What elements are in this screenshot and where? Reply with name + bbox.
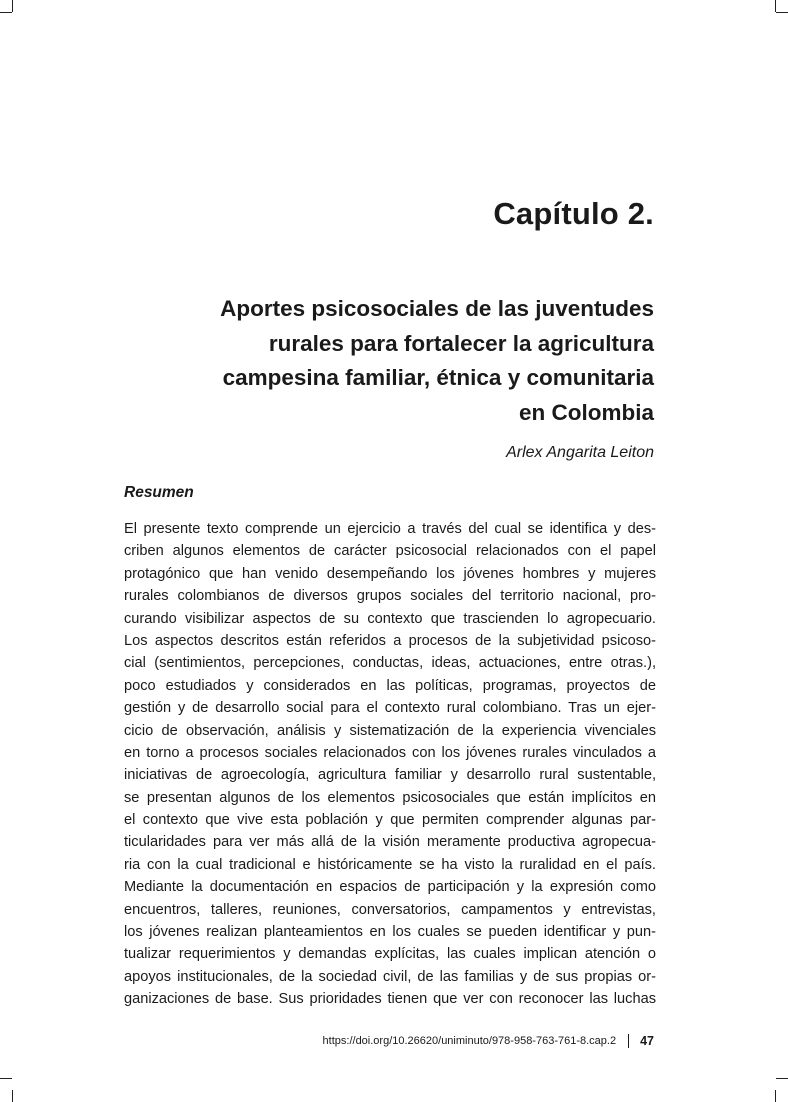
crop-mark-top-right <box>775 0 776 12</box>
footer-divider <box>628 1034 629 1048</box>
crop-mark-bottom-left <box>12 1090 13 1102</box>
chapter-title-line: en Colombia <box>518 399 654 425</box>
author-name: Arlex Angarita Leiton <box>506 444 654 461</box>
doi-link[interactable]: https://doi.org/10.26620/uniminuto/978-958-763-761-8.cap.2 <box>322 1035 617 1047</box>
abstract-line: poco estudiados y considerados en las políticas, programas, proyectos de <box>124 677 656 694</box>
abstract-line: en torno a procesos sociales relacionados con los jóvenes rurales vinculados a <box>124 744 656 761</box>
abstract-line: Mediante la documentación en espacios de participación y la expresión como <box>124 879 656 896</box>
abstract-line: El presente texto comprende un ejercicio a través del cual se identifica y des- <box>124 521 656 537</box>
abstract-line: se presentan algunos de los elementos psicosociales que están implícitos en <box>124 789 656 806</box>
abstract-line: gestión y de desarrollo social para el contexto rural colombiano. Tras un ejer- <box>124 700 656 717</box>
chapter-title-line: campesina familiar, étnica y comunitaria <box>222 365 654 390</box>
page-footer <box>323 1034 654 1048</box>
abstract-line: rurales colombianos de diversos grupos sociales del territorio nacional, pro- <box>124 588 656 605</box>
crop-mark-top-right-h <box>776 12 788 13</box>
abstract-line: cial (sentimientos, percepciones, conductas, ideas, actuaciones, entre otras.), <box>124 655 656 672</box>
abstract-line: Los aspectos descritos están referidos a procesos de la subjetividad psicoso- <box>124 632 656 649</box>
abstract-line: ganizaciones de base. Sus prioridades tienen que ver con reconocer las luchas <box>124 991 656 1008</box>
crop-mark-top-left <box>12 0 13 12</box>
chapter-title-line: Aportes psicosociales de las juventudes <box>220 296 654 321</box>
crop-mark-bottom-right-h <box>776 1078 788 1079</box>
crop-mark-bottom-right <box>775 1090 776 1102</box>
abstract-line: criben algunos elementos de carácter psicosocial relacionados con el papel <box>124 543 656 560</box>
abstract-body <box>124 518 656 1011</box>
abstract-heading: Resumen <box>124 484 194 501</box>
crop-mark-bottom-left-h <box>0 1078 12 1079</box>
abstract-line: protagónico que han venido desempeñando los jóvenes hombres y mujeres <box>124 565 656 582</box>
chapter-title-line: rurales para fortalecer la agricultura <box>268 330 654 356</box>
abstract-line: encuentros, talleres, reuniones, conversatorios, campamentos y entrevistas, <box>124 901 656 918</box>
abstract-line: curando visibilizar aspectos de su contexto que trascienden lo agropecuario. <box>124 610 656 627</box>
abstract-line: tualizar requerimientos y demandas explícitas, las cuales implican atención o <box>124 946 656 963</box>
abstract-line: los jóvenes realizan planteamientos en los cuales se pueden identificar y pun- <box>124 924 656 941</box>
chapter-label: Capítulo 2. <box>493 196 654 231</box>
abstract-line: cicio de observación, análisis y sistematización de la experiencia vivenciales <box>124 722 656 739</box>
abstract-line: ticularidades para ver más allá de la visión meramente productiva agropecua- <box>124 834 656 851</box>
page-number: 47 <box>640 1034 654 1048</box>
abstract-line: ria con la cual tradicional e históricamente se ha visto la ruralidad en el país. <box>124 856 656 873</box>
abstract-line: iniciativas de agroecología, agricultura familiar y desarrollo rural sustentable, <box>124 767 656 784</box>
abstract-line: el contexto que vive esta población y que permiten comprender algunas par- <box>124 812 656 829</box>
crop-mark-top-left-h <box>0 12 12 13</box>
abstract-line: apoyos institucionales, de la sociedad civil, de las familias y de sus propias or- <box>124 968 656 985</box>
chapter-title <box>154 292 654 430</box>
